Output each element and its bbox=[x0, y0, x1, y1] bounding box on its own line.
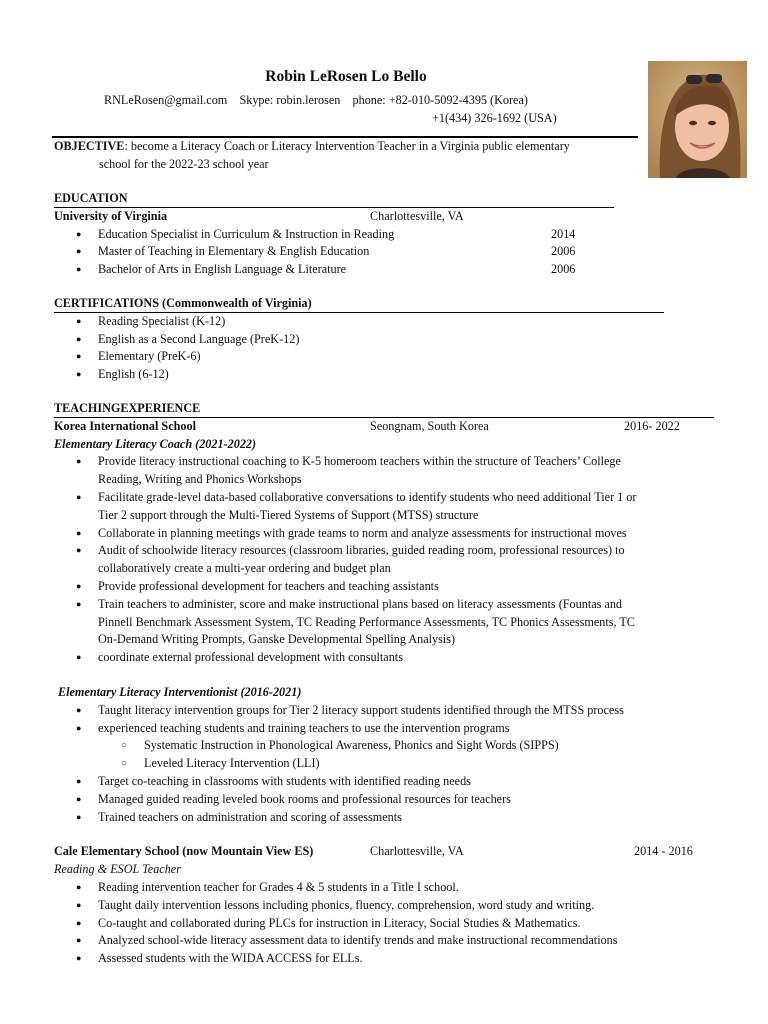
certification-item: ● English as a Second Language (PreK-12) bbox=[54, 331, 664, 349]
coach-line: Provide literacy instructional coaching to K-5 homeroom teachers within the structure of Teachers’ College bbox=[98, 454, 621, 469]
coach-line: collaboratively create a multi-year ordering and budget plan bbox=[98, 561, 391, 576]
skype-id: Skype: robin.lerosen bbox=[239, 93, 341, 107]
certifications-section bbox=[54, 295, 664, 384]
interventionist-item: ● Trained teachers on administration and scoring of assessments bbox=[54, 809, 714, 827]
contact-line bbox=[104, 92, 528, 110]
cale-school: Cale Elementary School (now Mountain View ES) bbox=[54, 844, 314, 859]
degree-year: 2006 bbox=[551, 244, 576, 259]
coach-title: Elementary Literacy Coach (2021-2022) bbox=[54, 436, 257, 451]
education-section bbox=[54, 190, 614, 279]
interventionist-list-2 bbox=[54, 773, 714, 826]
kis-years: 2016- 2022 bbox=[624, 418, 680, 433]
education-school: University of Virginia bbox=[54, 208, 168, 223]
education-school-row bbox=[54, 208, 614, 226]
certification-item: ● Elementary (PreK-6) bbox=[54, 348, 664, 366]
interventionist-line: experienced teaching students and training teachers to use the intervention programs bbox=[98, 720, 510, 735]
kis-school: Korea International School bbox=[54, 418, 196, 433]
degree-item bbox=[54, 226, 614, 244]
kis-location: Seongnam, South Korea bbox=[370, 418, 489, 433]
interventionist-item bbox=[54, 720, 714, 738]
certifications-heading: CERTIFICATIONS (Commonwealth of Virginia) bbox=[54, 296, 312, 310]
coach-line: Collaborate in planning meetings with grade teams to norm and analyze assessments for instructional moves bbox=[98, 525, 627, 540]
degree-item bbox=[54, 261, 614, 279]
profile-photo-svg bbox=[648, 61, 747, 178]
interventionist-item: ● Managed guided reading leveled book rooms and professional resources for teachers bbox=[54, 791, 714, 809]
coach-line: Pinnell Benchmark Assessment System, TC Reading Performance Assessments, TC Phonics Assessments, TC bbox=[98, 614, 635, 629]
phone-usa: +1(434) 326-1692 (USA) bbox=[432, 111, 557, 125]
cale-row bbox=[54, 843, 714, 861]
coach-item bbox=[54, 525, 714, 543]
degree-list bbox=[54, 226, 614, 279]
profile-photo bbox=[648, 61, 747, 178]
program-item: ○ Leveled Literacy Intervention (LLI) bbox=[54, 755, 714, 773]
coach-list bbox=[54, 453, 714, 667]
coach-item bbox=[54, 489, 714, 525]
objective-text-2: school for the 2022-23 school year bbox=[99, 156, 269, 171]
cale-item: ● Assessed students with the WIDA ACCESS for ELLs. bbox=[54, 950, 714, 968]
experience-section bbox=[54, 400, 714, 968]
coach-line: On-Demand Writing Prompts, Ganske Developmental Spelling Analysis) bbox=[98, 632, 456, 647]
coach-item bbox=[54, 542, 714, 578]
coach-item bbox=[54, 596, 714, 649]
coach-item bbox=[54, 649, 714, 667]
cale-item: ● Analyzed school-wide literacy assessment data to identify trends and make instructional recommendations bbox=[54, 932, 714, 950]
phone-korea: phone: +82-010-5092-4395 (Korea) bbox=[352, 93, 528, 107]
certification-list bbox=[54, 313, 664, 384]
interventionist-title: Elementary Literacy Interventionist (2016-2021) bbox=[58, 684, 302, 699]
degree-title: Bachelor of Arts in English Language & Literature bbox=[98, 262, 347, 277]
coach-item bbox=[54, 578, 714, 596]
cale-years: 2014 - 2016 bbox=[634, 844, 693, 859]
objective-text-1: : become a Literacy Coach or Literacy Intervention Teacher in a Virginia public elementary bbox=[124, 139, 570, 153]
program-item: ○ Systematic Instruction in Phonological Awareness, Phonics and Sight Words (SIPPS) bbox=[54, 737, 714, 755]
interventionist-item: ● Target co-teaching in classrooms with students with identified reading needs bbox=[54, 773, 714, 791]
email: RNLeRosen@gmail.com bbox=[104, 93, 228, 107]
cale-item: ● Reading intervention teacher for Grades 4 & 5 students in a Title I school. bbox=[54, 879, 714, 897]
cale-item: ● Taught daily intervention lessons including phonics, fluency, comprehension, word study and writing. bbox=[54, 897, 714, 915]
coach-line: Facilitate grade-level data-based collaborative conversations to identify students who need additional Tier 1 or bbox=[98, 489, 637, 504]
certification-item: ● Reading Specialist (K-12) bbox=[54, 313, 664, 331]
degree-item bbox=[54, 243, 614, 261]
degree-title: Master of Teaching in Elementary & English Education bbox=[98, 244, 370, 259]
interventionist-list bbox=[54, 702, 714, 738]
degree-title: Education Specialist in Curriculum & Instruction in Reading bbox=[98, 226, 395, 241]
kis-row bbox=[54, 418, 714, 436]
coach-item bbox=[54, 453, 714, 489]
coach-line: Audit of schoolwide literacy resources (classroom libraries, guided reading room, professional resources) to bbox=[98, 543, 625, 558]
coach-line: Train teachers to administer, score and make instructional plans based on literacy assessments (Fountas and bbox=[98, 596, 623, 611]
resume-name: Robin LeRosen Lo Bello bbox=[265, 68, 427, 85]
coach-line: Reading, Writing and Phonics Workshops bbox=[98, 472, 302, 487]
certification-item: ● English (6-12) bbox=[54, 366, 664, 384]
education-heading: EDUCATION bbox=[54, 191, 128, 205]
cale-location: Charlottesville, VA bbox=[370, 844, 464, 859]
cale-list bbox=[54, 879, 714, 968]
coach-line: Tier 2 support through the Multi-Tiered Systems of Support (MTSS) structure bbox=[98, 507, 479, 522]
degree-year: 2014 bbox=[551, 226, 576, 241]
coach-line: Provide professional development for teachers and teaching assistants bbox=[98, 578, 439, 593]
experience-heading: TEACHINGEXPERIENCE bbox=[54, 401, 201, 415]
cale-item: ● Co-taught and collaborated during PLCs for instruction in Literacy, Social Studies & Mathematics. bbox=[54, 915, 714, 933]
cale-title: Reading & ESOL Teacher bbox=[54, 862, 181, 877]
program-list bbox=[54, 737, 714, 773]
coach-line: coordinate external professional development with consultants bbox=[98, 650, 403, 665]
objective-label: OBJECTIVE bbox=[54, 139, 125, 153]
interventionist-item: ● Taught literacy intervention groups for Tier 2 literacy support students identified through the MTSS process bbox=[54, 702, 714, 720]
education-location: Charlottesville, VA bbox=[370, 208, 464, 223]
objective-section bbox=[54, 138, 642, 174]
degree-year: 2006 bbox=[551, 262, 576, 277]
